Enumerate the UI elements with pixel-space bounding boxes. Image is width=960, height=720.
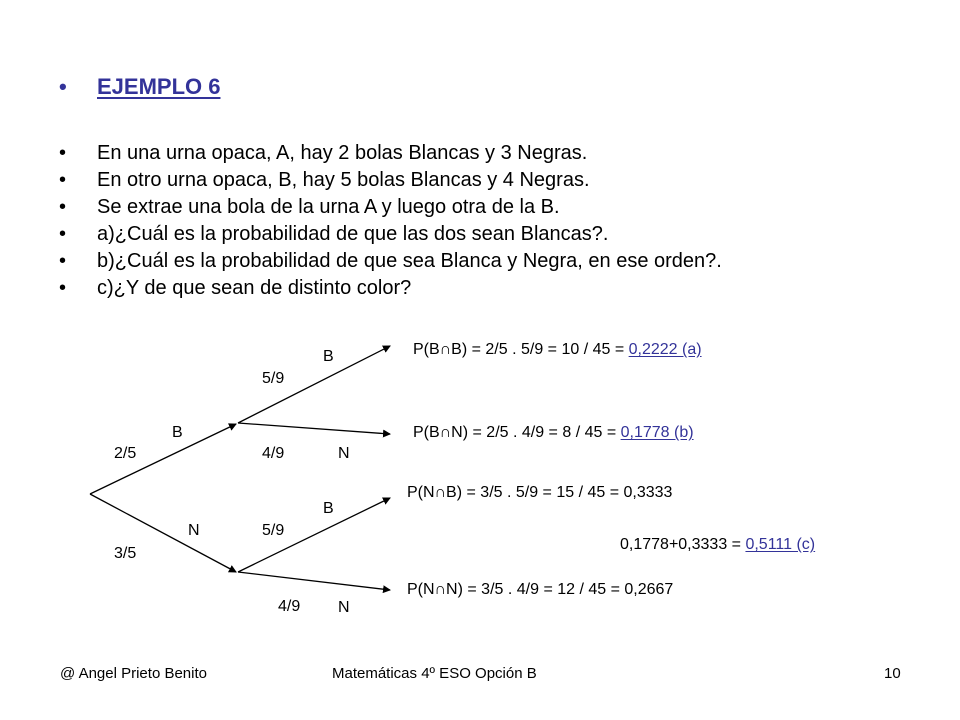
- branch-n-to-n: [238, 572, 390, 590]
- footer-page-number: 10: [884, 665, 901, 682]
- branch-n-to-b: [238, 498, 390, 572]
- result-bn: [413, 423, 694, 443]
- statement-text: En otro urna opaca, B, hay 5 bolas Blancas y 4 Negras.: [97, 169, 590, 191]
- prob-label-nb: 5/9: [262, 522, 285, 539]
- bullet-marker: •: [59, 169, 67, 191]
- statement-text: Se extrae una bola de la urna A y luego otra de la B.: [97, 196, 560, 218]
- footer-author: @ Angel Prieto Benito: [60, 665, 207, 682]
- slide-title-text: EJEMPLO 6: [97, 74, 221, 99]
- branch-root-to-n: [90, 494, 236, 572]
- result-bn-answer: 0,1778 (b): [620, 424, 694, 441]
- statement-text: En una urna opaca, A, hay 2 bolas Blancas y 3 Negras.: [97, 142, 588, 164]
- bullet-marker: •: [59, 277, 67, 299]
- result-sum-answer: 0,5111 (c): [745, 536, 816, 553]
- result-bb-answer: 0,2222 (a): [628, 341, 702, 358]
- prob-label-bb: 5/9: [262, 370, 285, 387]
- result-sum-formula: 0,1778+0,3333 =: [620, 536, 746, 553]
- result-nb: [407, 483, 672, 503]
- branch-b-to-n: [238, 423, 390, 434]
- bullet-marker: •: [59, 250, 67, 272]
- bullet-marker: •: [59, 196, 67, 218]
- prob-label-nn: 4/9: [278, 598, 301, 615]
- node-label-bb: B: [323, 348, 334, 365]
- node-label-first-b: B: [172, 424, 183, 441]
- result-nn-formula: P(N∩N) = 3/5 . 4/9 = 12 / 45 = 0,2667: [407, 581, 674, 598]
- result-bb: [413, 340, 702, 360]
- node-label-nn: N: [338, 599, 350, 616]
- question-text: a)¿Cuál es la probabilidad de que las dos sean Blancas?.: [97, 223, 609, 245]
- bullet-marker: •: [59, 142, 67, 164]
- branch-root-to-b: [90, 424, 236, 494]
- question-text: b)¿Cuál es la probabilidad de que sea Blanca y Negra, en ese orden?.: [97, 250, 722, 272]
- bullet-marker: •: [59, 74, 67, 99]
- question-text: c)¿Y de que sean de distinto color?: [97, 277, 412, 299]
- result-bn-formula: P(B∩N) = 2/5 . 4/9 = 8 / 45 =: [413, 424, 621, 441]
- node-label-bn: N: [338, 445, 350, 462]
- bullet-marker: •: [59, 223, 67, 245]
- prob-label-bn: 4/9: [262, 445, 285, 462]
- prob-label-first-b: 2/5: [114, 445, 137, 462]
- branch-b-to-b: [238, 346, 390, 423]
- footer-course: Matemáticas 4º ESO Opción B: [332, 665, 537, 682]
- node-label-first-n: N: [188, 522, 200, 539]
- result-sum: [620, 535, 815, 555]
- result-bb-formula: P(B∩B) = 2/5 . 5/9 = 10 / 45 =: [413, 341, 629, 358]
- result-nb-formula: P(N∩B) = 3/5 . 5/9 = 15 / 45 = 0,3333: [407, 484, 673, 501]
- node-label-nb: B: [323, 500, 334, 517]
- prob-label-first-n: 3/5: [114, 545, 137, 562]
- result-nn: [407, 580, 673, 600]
